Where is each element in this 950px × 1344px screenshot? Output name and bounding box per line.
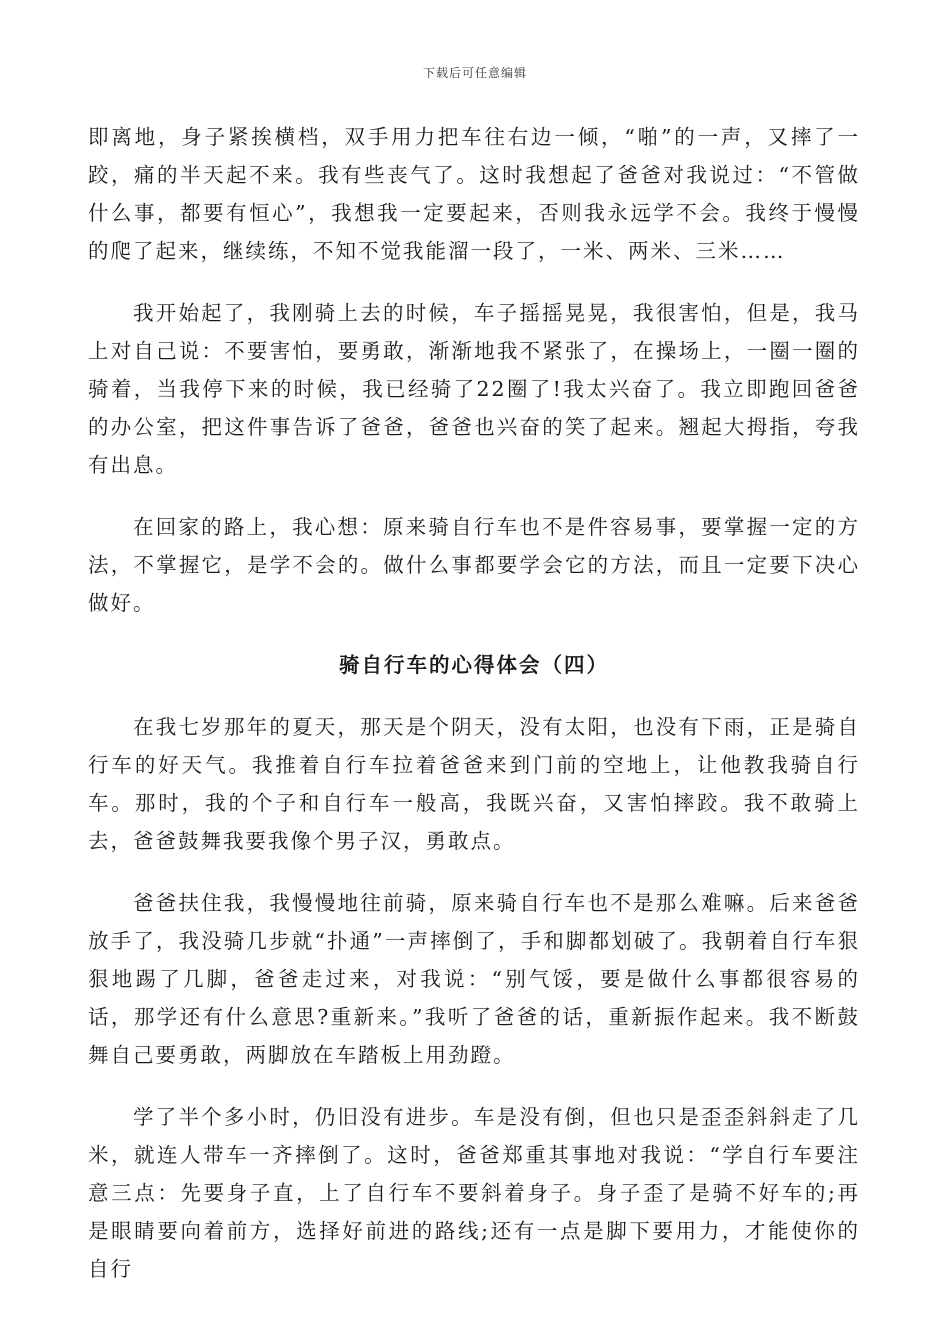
paragraph: 爸爸扶住我，我慢慢地往前骑，原来骑自行车也不是那么难嘛。后来爸爸放手了，我没骑几步就“扑通”一声摔倒了，手和脚都划破了。我朝着自行车狠狠地踢了几脚，爸爸走过来，对我说：“别气馁，要是做什么事都很容易的话，那学还有什么意思?重新来。”我听了爸爸的话，重新振作起来。我不断鼓舞自己要勇敢，两脚放在车踏板上用劲蹬。 bbox=[88, 891, 860, 1067]
page-header: 下载后可任意编辑 bbox=[422, 66, 527, 80]
paragraph: 即离地，身子紧挨横档，双手用力把车往右边一倾，“啪”的一声，又摔了一跤，痛的半天起不来。我有些丧气了。这时我想起了爸爸对我说过：“不管做什么事，都要有恒心”，我想我一定要起来，否则我永远学不会。我终于慢慢的爬了起来，继续练，不知不觉我能溜一段了，一米、两米、三米…… bbox=[88, 125, 860, 263]
document-body bbox=[88, 118, 860, 1288]
section-title: 骑自行车的心得体会（四） bbox=[339, 653, 609, 677]
paragraph: 在我七岁那年的夏天，那天是个阴天，没有太阳，也没有下雨，正是骑自行车的好天气。我推着自行车拉着爸爸来到门前的空地上，让他教我骑自行车。那时，我的个子和自行车一般高，我既兴奋，又害怕摔跤。我不敢骑上去，爸爸鼓舞我要我像个男子汉，勇敢点。 bbox=[88, 715, 860, 853]
paragraph: 学了半个多小时，仍旧没有进步。车是没有倒，但也只是歪歪斜斜走了几米，就连人带车一齐摔倒了。这时，爸爸郑重其事地对我说：“学自行车要注意三点：先要身子直，上了自行车不要斜着身子。身子歪了是骑不好车的;再是眼睛要向着前方，选择好前进的路线;还有一点是脚下要用力，才能使你的自行 bbox=[88, 1105, 860, 1281]
paragraph: 在回家的路上，我心想：原来骑自行车也不是件容易事，要掌握一定的方法，不掌握它，是学不会的。做什么事都要学会它的方法，而且一定要下决心做好。 bbox=[88, 515, 860, 615]
paragraph: 我开始起了，我刚骑上去的时候，车子摇摇晃晃，我很害怕，但是，我马上对自己说：不要害怕，要勇敢，渐渐地我不紧张了，在操场上，一圈一圈的骑着，当我停下来的时候，我已经骑了22圈了!我太兴奋了。我立即跑回爸爸的办公室，把这件事告诉了爸爸，爸爸也兴奋的笑了起来。翘起大拇指，夸我有出息。 bbox=[88, 301, 860, 477]
